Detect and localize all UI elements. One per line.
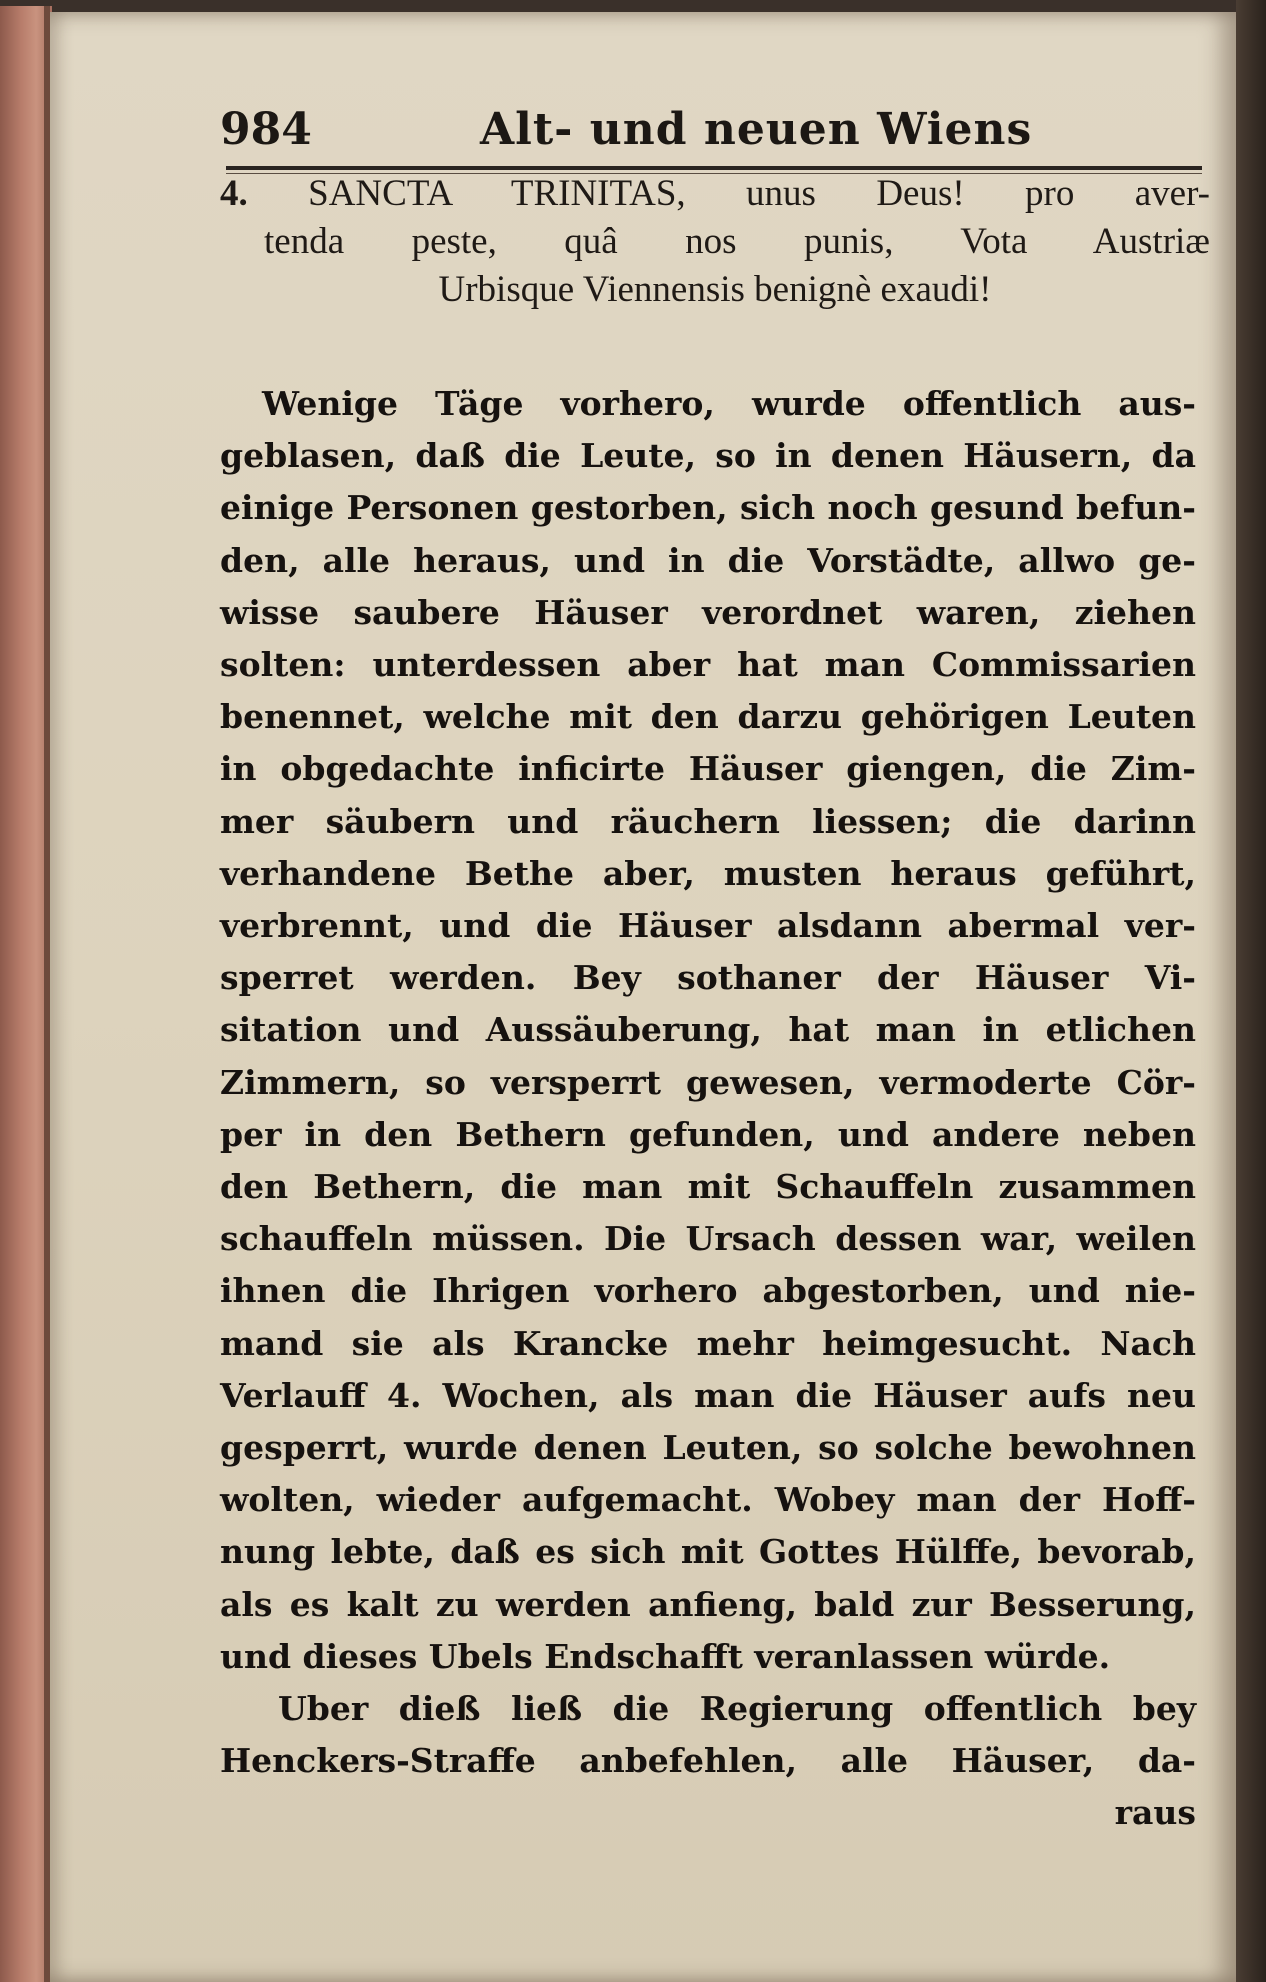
text-line: Uber dieß ließ die Regierung offentlich bey xyxy=(278,1689,1196,1729)
text-line: den, alle heraus, und in die Vorstädte, allwo ge- xyxy=(220,540,1196,580)
text-line: Verlauff 4. Wochen, als man die Häuser aufs neu xyxy=(220,1375,1196,1415)
text-line: wolten, wieder aufgemacht. Wobey man der Hoff- xyxy=(220,1480,1196,1520)
text-line: solten: unterdessen aber hat man Commissarien xyxy=(220,645,1196,685)
text-line: nung lebte, daß es sich mit Gottes Hülffe, bevorab, xyxy=(220,1532,1196,1572)
text-line: Henckers-Straffe anbefehlen, alle Häuser, da- xyxy=(220,1741,1196,1781)
latin-line-1: 4. SANCTA TRINITAS, unus Deus! pro aver- xyxy=(220,173,1210,214)
latin-line-3: Urbisque Viennensis benignè exaudi! xyxy=(438,269,992,310)
text-line: Wenige Täge vorhero, wurde offentlich aus- xyxy=(262,384,1196,423)
page-header xyxy=(220,104,1210,166)
text-line: gesperrt, wurde denen Leuten, so solche bewohnen xyxy=(220,1428,1196,1468)
running-title: Alt- und neuen Wiens xyxy=(480,104,1033,155)
text-line: Zimmern, so versperrt gewesen, vermoderte Cör- xyxy=(220,1062,1196,1102)
text-line: wisse saubere Häuser verordnet waren, ziehen xyxy=(220,592,1196,632)
text-line: sitation und Aussäuberung, hat man in etlichen xyxy=(220,1010,1196,1050)
text-line: schauffeln müssen. Die Ursach dessen war, weilen xyxy=(220,1219,1196,1259)
text-line: sperret werden. Bey sothaner der Häuser Vi- xyxy=(220,958,1196,998)
prayer-number: 4. xyxy=(220,173,248,214)
text-line: als es kalt zu werden anfieng, bald zur Besserung, xyxy=(220,1584,1196,1624)
text-line: in obgedachte inficirte Häuser giengen, die Zim- xyxy=(220,749,1196,789)
text-line: den Bethern, die man mit Schauffeln zusammen xyxy=(220,1167,1196,1207)
text-line: verhandene Bethe aber, musten heraus geführt, xyxy=(220,853,1196,893)
text-line: mer säubern und räuchern liessen; die darinn xyxy=(220,801,1196,841)
latin-line-2: tenda peste, quâ nos punis, Vota Austriæ xyxy=(264,221,1210,262)
text-line: geblasen, daß die Leute, so in denen Häusern, da xyxy=(220,436,1196,476)
body-text xyxy=(220,378,1196,1840)
text-line: benennet, welche mit den darzu gehörigen Leuten xyxy=(220,697,1196,737)
text-line: mand sie als Krancke mehr heimgesucht. Nach xyxy=(220,1323,1196,1363)
text-line: ihnen die Ihrigen vorhero abgestorben, und nie- xyxy=(220,1271,1196,1311)
page-number: 984 xyxy=(220,104,312,155)
latin-prayer xyxy=(220,170,1210,314)
page-edge-right xyxy=(1236,0,1266,1982)
text-line: und dieses Ubels Endschafft veranlassen würde. xyxy=(220,1636,1111,1676)
text-line: einige Personen gestorben, sich noch gesund befun- xyxy=(220,488,1196,528)
catchword: raus xyxy=(1114,1793,1196,1833)
text-line: per in den Bethern gefunden, und andere neben xyxy=(220,1114,1196,1154)
text-line: verbrennt, und die Häuser alsdann abermal ver- xyxy=(220,906,1196,946)
